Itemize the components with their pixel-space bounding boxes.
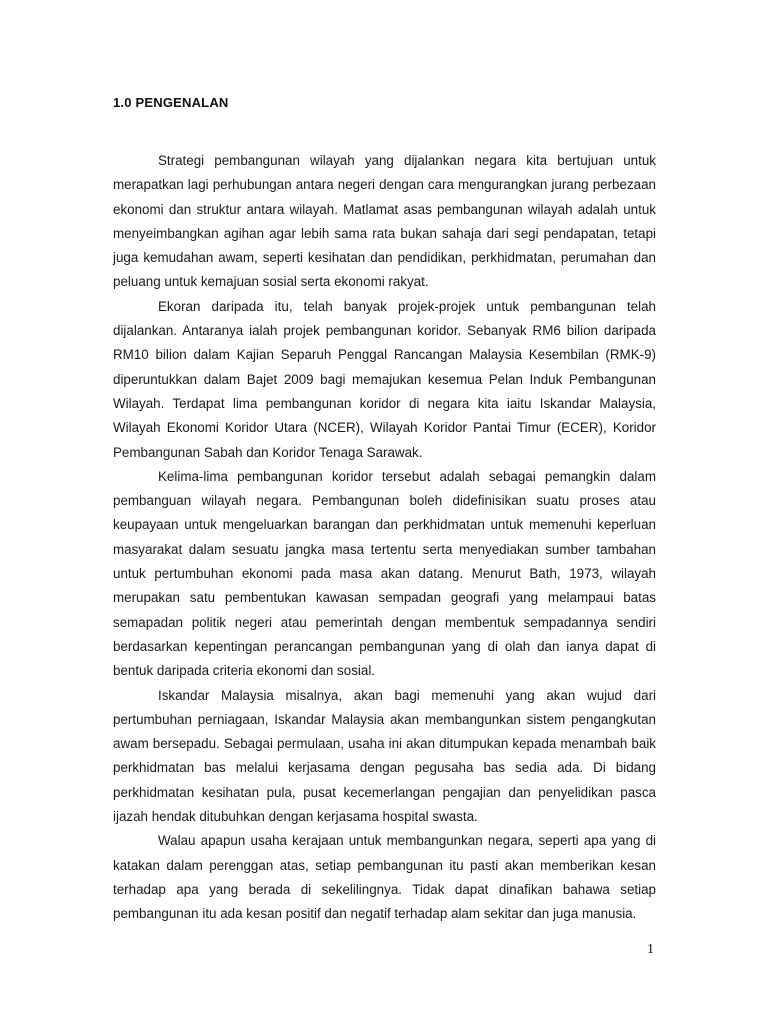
paragraph-3: Kelima-lima pembangunan koridor tersebut adalah sebagai pemangkin dalam pembanguan wilayah negara. Pembangunan boleh didefinisikan suatu proses atau keupayaan untuk mengeluarkan barangan dan perkhidmatan untuk memenuhi keperluan masyarakat dalam sesuatu jangka masa tertentu serta menyediakan sumber tambahan untuk pertumbuhan ekonomi pada masa akan datang. Menurut Bath, 1973, wilayah merupakan satu pembentukan kawasan sempadan geografi yang melampaui batas semapadan politik negeri atau pemerintah dengan membentuk sempadannya sendiri berdasarkan kepentingan perancangan pembangunan yang di olah dan ianya dapat di bentuk daripada criteria ekonomi dan sosial. bbox=[113, 468, 656, 679]
paragraph-2: Ekoran daripada itu, telah banyak projek-projek untuk pembangunan telah dijalankan. Antaranya ialah projek pembangunan koridor. Sebanyak RM6 bilion daripada RM10 bilion dalam Kajian Separuh Penggal Rancangan Malaysia Kesembilan (RMK-9) diperuntukkan dalam Bajet 2009 bagi memajukan kesemua Pelan Induk Pembangunan Wilayah. Terdapat lima pembangunan koridor di negara kita iaitu Iskandar Malaysia, Wilayah Ekonomi Koridor Utara (NCER), Wilayah Koridor Pantai Timur (ECER), Koridor Pembangunan Sabah dan Koridor Tenaga Sarawak. bbox=[113, 298, 656, 460]
paragraph-1: Strategi pembangunan wilayah yang dijalankan negara kita bertujuan untuk merapatkan lagi perhubungan antara negeri dengan cara mengurangkan jurang perbezaan ekonomi dan struktur antara wilayah. Matlamat asas pembangunan wilayah adalah untuk menyeimbangkan agihan agar lebih sama rata bukan sahaja dari segi pendapatan, tetapi juga kemudahan awam, seperti kesihatan dan pendidikan, perkhidmatan, perumahan dan peluang untuk kemajuan sosial serta ekonomi rakyat. bbox=[113, 153, 656, 290]
body-text bbox=[113, 149, 656, 927]
page-number: 1 bbox=[647, 942, 654, 957]
section-heading: 1.0 PENGENALAN bbox=[113, 95, 229, 110]
paragraph-5: Walau apapun usaha kerajaan untuk membangunkan negara, seperti apa yang di katakan dalam perenggan atas, setiap pembangunan itu pasti akan memberikan kesan terhadap apa yang berada di sekelilingnya. Tidak dapat dinafikan bahawa setiap pembangunan itu ada kesan positif dan negatif terhadap alam sekitar dan juga manusia. bbox=[113, 833, 656, 922]
paragraph-4: Iskandar Malaysia misalnya, akan bagi memenuhi yang akan wujud dari pertumbuhan perniagaan, Iskandar Malaysia akan membangunkan sistem pengangkutan awam bersepadu. Sebagai permulaan, usaha ini akan ditumpukan kepada menambah baik perkhidmatan bas melalui kerjasama dengan pegusaha bas sedia ada. Di bidang perkhidmatan kesihatan pula, pusat kecemerlangan pengajian dan penyelidikan pasca ijazah hendak ditubuhkan dengan kerjasama hospital swasta. bbox=[113, 687, 656, 825]
